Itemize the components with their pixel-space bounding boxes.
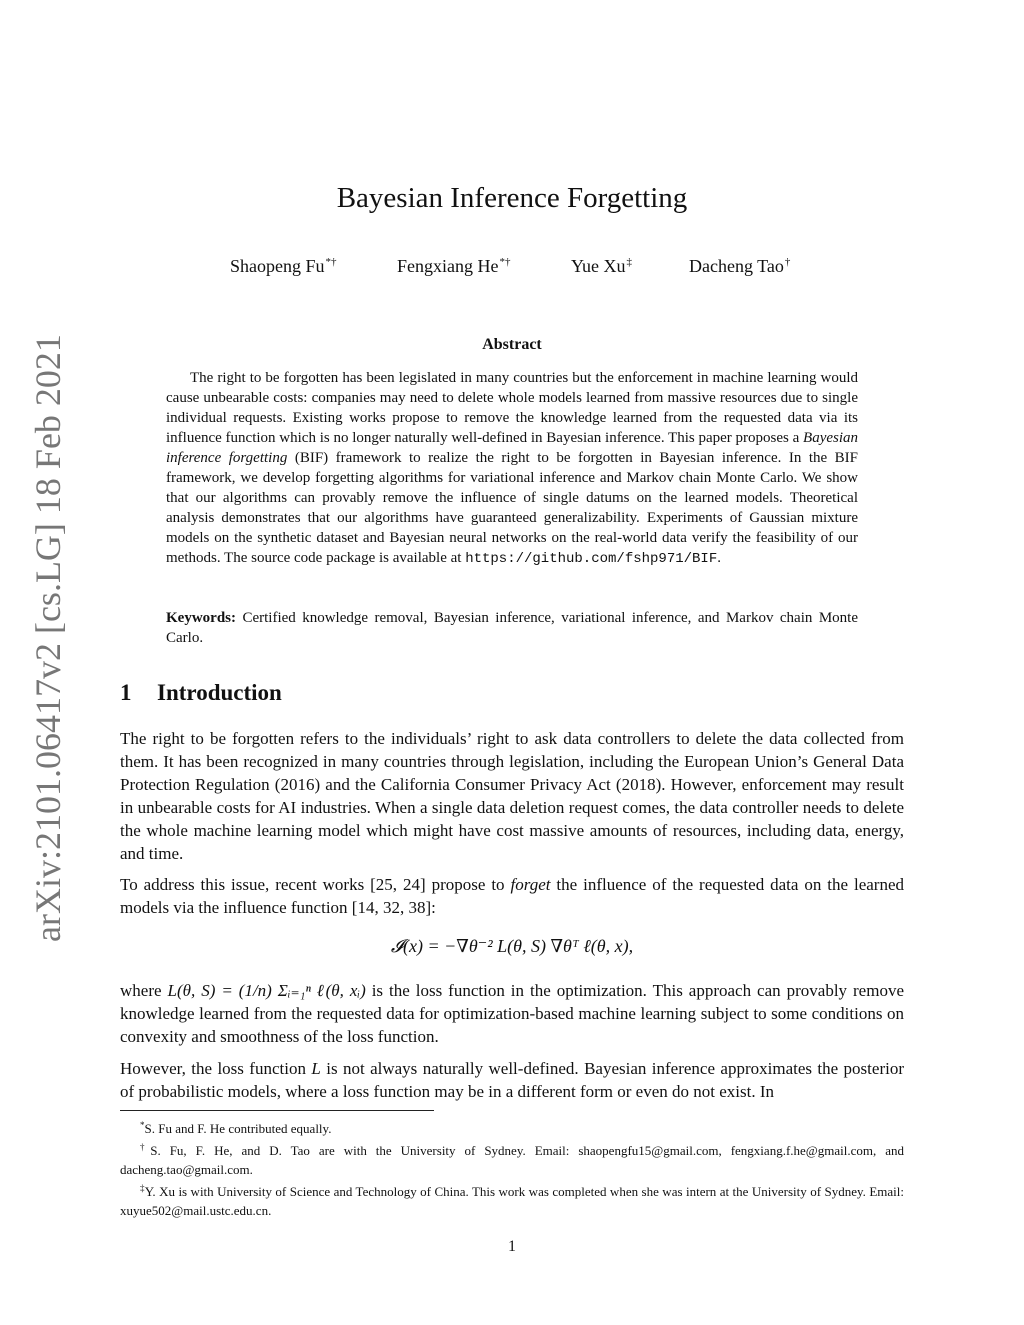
footnote: †S. Fu, F. He, and D. Tao are with the University of Sydney. Email: shaopengfu15@gmail.com, fengxiang.f.he@gmail.com, and dacheng.tao@gmail.com. (120, 1142, 904, 1177)
footnote-divider (120, 1110, 434, 1111)
author-1: Shaopeng Fu*† (230, 256, 337, 276)
abstract-heading: Abstract (482, 336, 542, 353)
influence-equation: 𝓘(x) = −∇θ⁻² L(θ, S) ∇θᵀ ℓ(θ, x), (390, 936, 634, 956)
intro-paragraph-1: The right to be forgotten refers to the individuals’ right to ask data controllers to delete the data collected from them. It has been recognized in many countries through legislation, including the European Union’s General Data Protection Regulation (2016) and the California Consumer Privacy Act (2018). However, enforcement may result in unbearable costs for AI industries. When a single data deletion request comes, the data controller needs to delete the whole machine learning model which might have cost massive amounts of resources, including data, energy, and time. (120, 729, 904, 863)
source-code-link[interactable]: https://github.com/fshp971/BIF (465, 551, 718, 567)
arxiv-stamp: arXiv:2101.06417v2 [cs.LG] 18 Feb 2021 (28, 334, 68, 942)
intro-paragraph-3: where L(θ, S) = (1/n) Σᵢ₌₁ⁿ ℓ(θ, xᵢ) is the loss function in the optimization. This approach can provably remove knowledge learned from the requested data for optimization-based machine learning subject to some conditions on convexity and smoothness of the loss function. (120, 981, 904, 1046)
footnote: ‡Y. Xu is with University of Science and Technology of China. This work was completed when she was intern at the University of Sydney. Email: xuyue502@mail.ustc.edu.cn. (120, 1183, 904, 1218)
page-number: 1 (508, 1238, 516, 1255)
intro-paragraph-4: However, the loss function L is not always naturally well-defined. Bayesian inference approximates the posterior of probabilistic models, where a loss function may be in a different form or even do not exist. In (120, 1059, 904, 1101)
author-4: Dacheng Tao† (689, 256, 791, 276)
abstract-body: The right to be forgotten has been legislated in many countries but the enforcement in machine learning would cause unbearable costs: companies may need to delete whole models learned from massive resources due to single individual requests. Existing works propose to remove the knowledge learned from the requested data via its influence function which is no longer naturally well-defined in Bayesian inference. This paper proposes a Bayesian inference forgetting (BIF) framework to realize the right to be forgotten in Bayesian inference. In the BIF framework, we develop forgetting algorithms for variational inference and Markov chain Monte Carlo. We show that our algorithms can provably remove the influence of single datums on the learned models. Theoretical analysis demonstrates that our algorithms have guaranteed generalizability. Experiments of Gaussian mixture models on the synthetic dataset and Bayesian neural networks on the real-world data verify the feasibility of our methods. The source code package is available at https://github.com/fshp971/BIF. (166, 370, 859, 567)
author-3: Yue Xu‡ (571, 256, 632, 276)
author-2: Fengxiang He*† (397, 256, 511, 276)
footnotes (120, 1116, 904, 1220)
keywords: Keywords: Certified knowledge removal, Bayesian inference, variational inference, and Markov chain Monte Carlo. (166, 610, 858, 646)
paper-title: Bayesian Inference Forgetting (336, 182, 688, 214)
section-heading: 1 Introduction (120, 680, 282, 705)
footnote: *S. Fu and F. He contributed equally. (140, 1120, 332, 1136)
intro-paragraph-2: To address this issue, recent works [25, 24] propose to forget the influence of the requested data on the learned models via the influence function [14, 32, 38]: (120, 875, 905, 917)
